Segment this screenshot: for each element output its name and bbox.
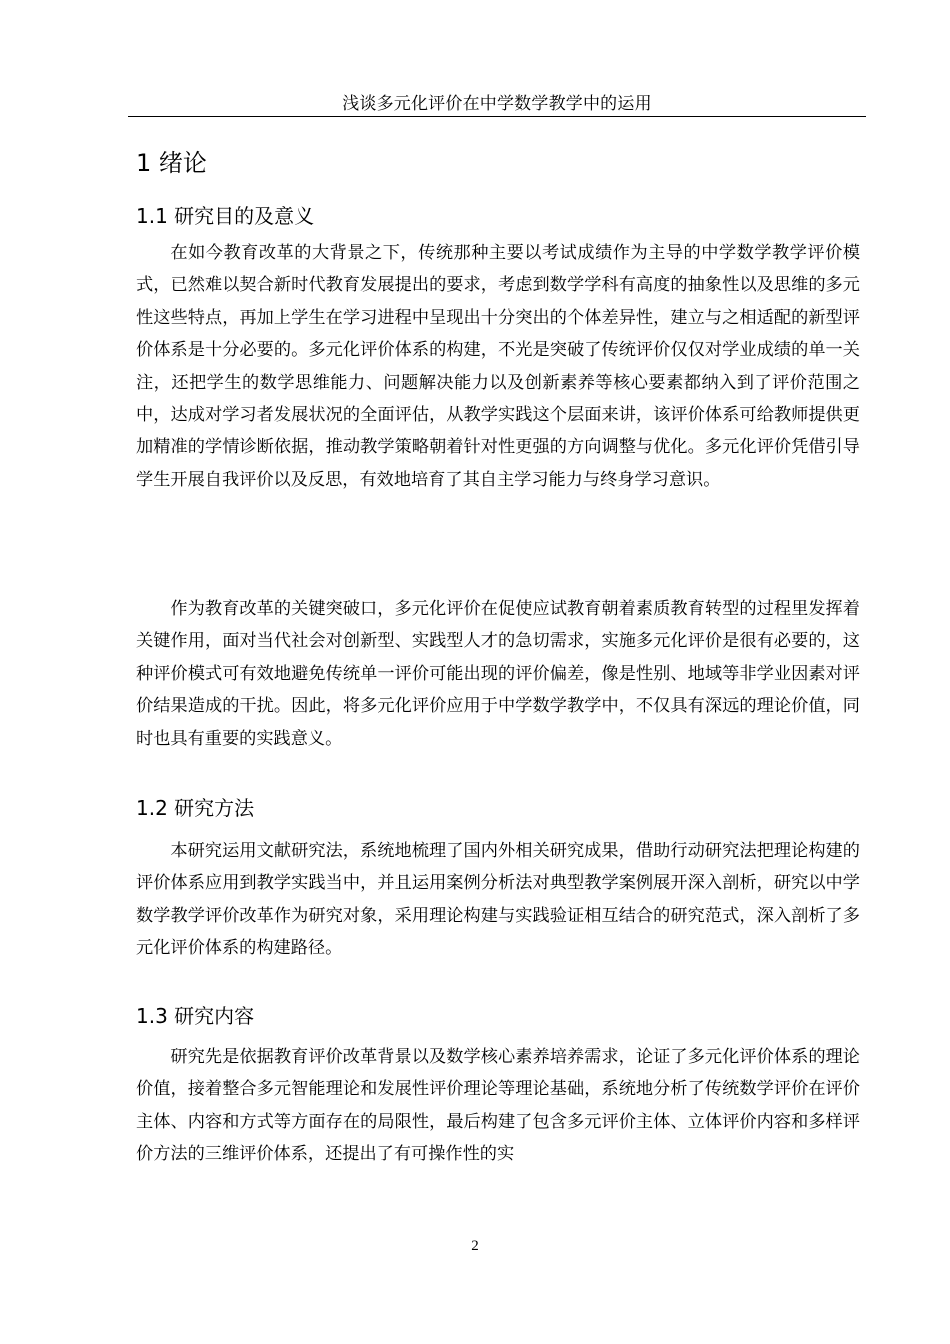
paragraph-1-1-a: 在如今教育改革的大背景之下，传统那种主要以考试成绩作为主导的中学数学教学评价模式，已然难以契合新时代教育发展提出的要求，考虑到数学学科有高度的抽象性以及思维的多元性这些特点，再加上学生在学习进程中呈现出十分突出的个体差异性，建立与之相适配的新型评价体系是十分必要的。多元化评价体系的构建，不光是突破了传统评价仅仅对学业成绩的单一关注，还把学生的数学思维能力、问题解决能力以及创新素养等核心要素都纳入到了评价范围之中，达成对学习者发展状况的全面评估，从教学实践这个层面来讲，该评价体系可给教师提供更加精准的学情诊断依据，推动教学策略朝着针对性更强的方向调整与优化。多元化评价凭借引导学生开展自我评价以及反思，有效地培育了其自主学习能力与终身学习意识。	[136, 243, 860, 490]
paragraph-1-2-a: 本研究运用文献研究法，系统地梳理了国内外相关研究成果，借助行动研究法把理论构建的评价体系应用到教学实践当中，并且运用案例分析法对典型教学案例展开深入剖析，研究以中学数学教学评价改革作为研究对象，采用理论构建与实践验证相互结合的研究范式，深入剖析了多元化评价体系的构建路径。	[136, 841, 860, 959]
paragraph-1-3-a: 研究先是依据教育评价改革背景以及数学核心素养培养需求，论证了多元化评价体系的理论价值，接着整合多元智能理论和发展性评价理论等理论基础，系统地分析了传统数学评价在评价主体、内容和方式等方面存在的局限性，最后构建了包含多元评价主体、立体评价内容和多样评价方法的三维评价体系，还提出了有可操作性的实	[136, 1047, 860, 1165]
header-rule	[128, 116, 866, 117]
page-number: 2	[471, 1238, 479, 1254]
section-title-1-1: 1.1 研究目的及意义	[136, 204, 315, 228]
chapter-title: 1 绪论	[136, 149, 207, 177]
running-header: 浅谈多元化评价在中学数学教学中的运用	[342, 94, 652, 114]
section-title-1-2: 1.2 研究方法	[136, 796, 255, 820]
section-title-1-3: 1.3 研究内容	[136, 1004, 255, 1028]
paragraph-1-1-b: 作为教育改革的关键突破口，多元化评价在促使应试教育朝着素质教育转型的过程里发挥着关键作用，面对当代社会对创新型、实践型人才的急切需求，实施多元化评价是很有必要的，这种评价模式可有效地避免传统单一评价可能出现的评价偏差，像是性别、地域等非学业因素对评价结果造成的干扰。因此，将多元化评价应用于中学数学教学中，不仅具有深远的理论价值，同时也具有重要的实践意义。	[136, 599, 860, 749]
